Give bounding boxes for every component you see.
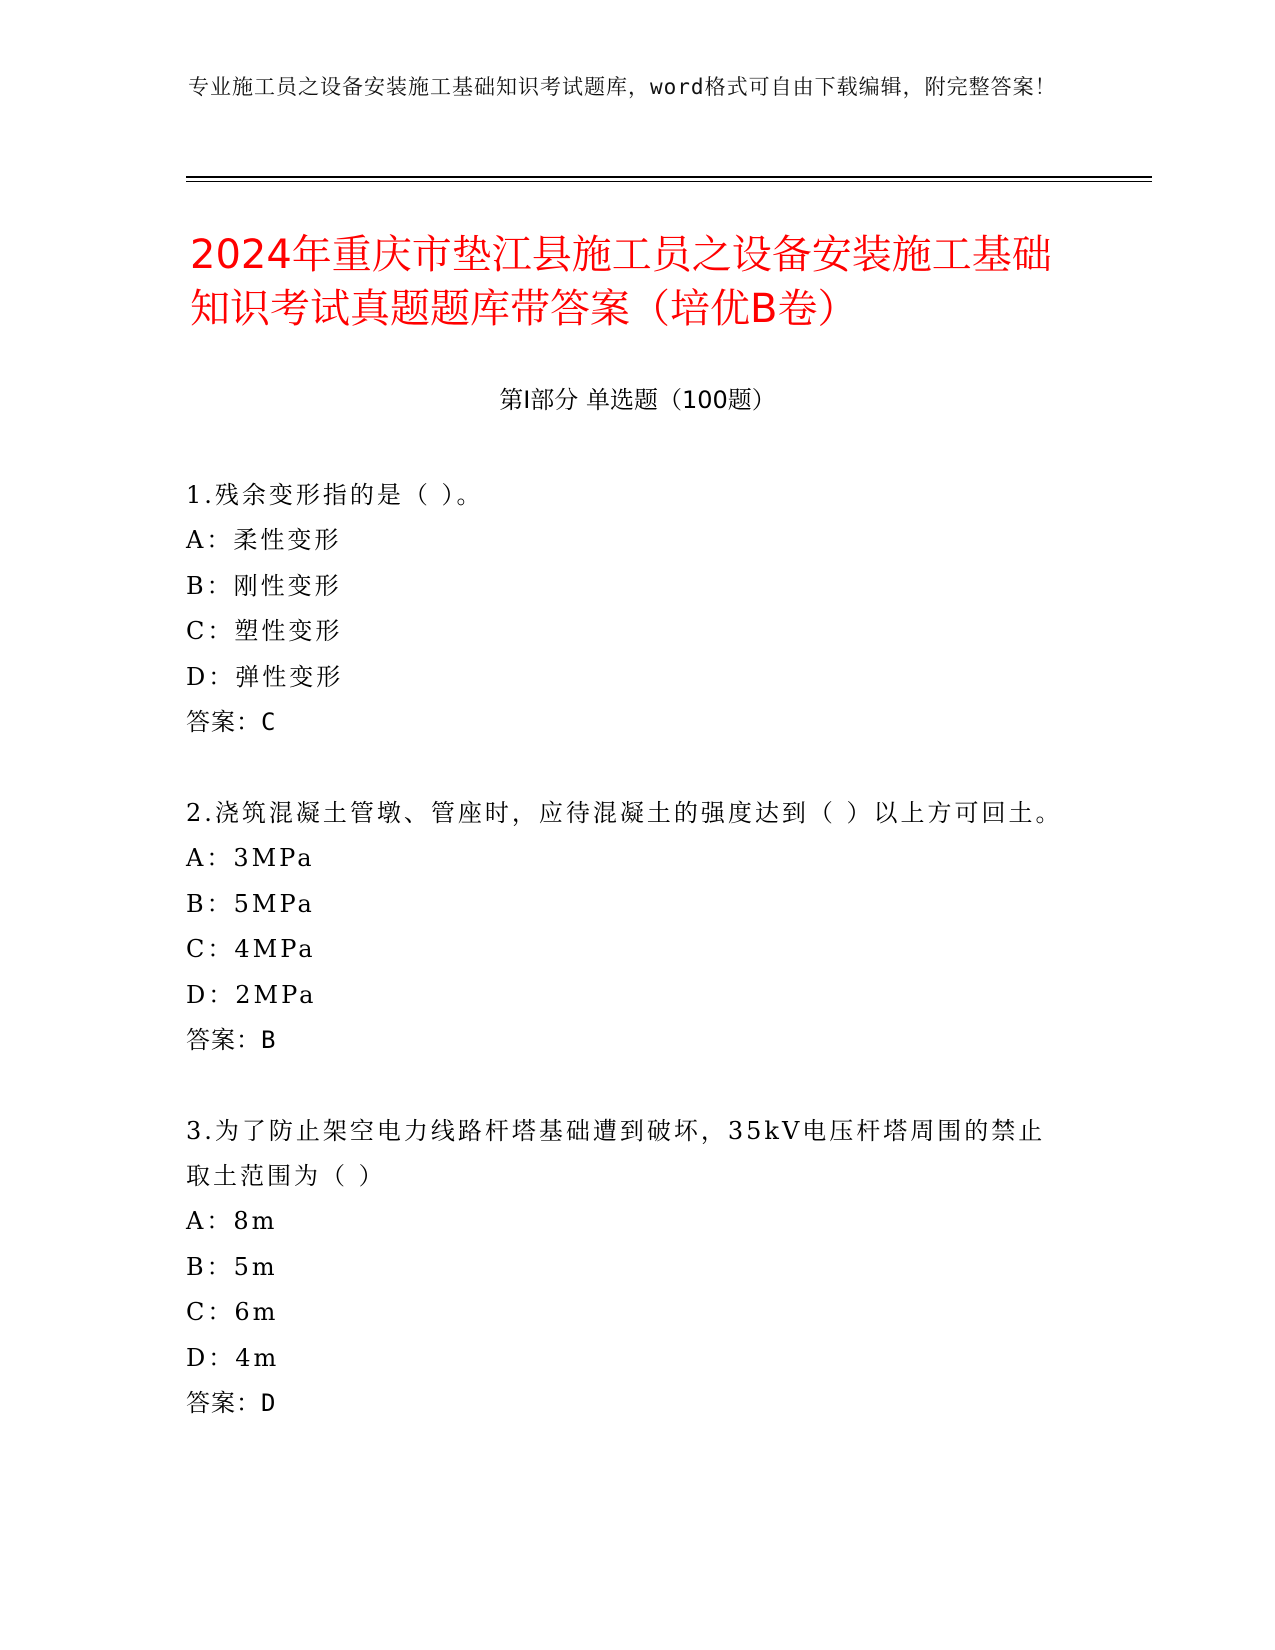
document-title: 2024年重庆市垫江县施工员之设备安装施工基础知识考试真题题库带答案（培优B卷） xyxy=(190,232,1052,332)
header-note: 专业施工员之设备安装施工基础知识考试题库，word格式可自由下载编辑，附完整答案！ xyxy=(188,75,1057,99)
option-d: D：2MPa xyxy=(186,980,317,1009)
answer-value: D xyxy=(261,1389,277,1417)
option-c: C：4MPa xyxy=(186,935,316,963)
option-a: A：3MPa xyxy=(186,844,315,872)
question-1 xyxy=(186,473,1066,745)
answer-line xyxy=(186,700,1066,745)
option-a: A：8m xyxy=(186,1207,278,1235)
question-3 xyxy=(186,1109,1066,1426)
option-d: D：4m xyxy=(186,1343,280,1372)
option-b: B：5MPa xyxy=(186,889,315,918)
answer-value: C xyxy=(261,708,277,736)
question-2 xyxy=(186,791,1066,1063)
answer-label: 答案： xyxy=(186,1389,261,1417)
section-heading: 第Ⅰ部分 单选题（100题） xyxy=(499,386,776,414)
header-divider-thin xyxy=(186,181,1152,182)
header-divider xyxy=(186,176,1152,178)
question-stem: 1.残余变形指的是（ ）。 xyxy=(186,481,484,509)
question-list xyxy=(186,473,1066,1472)
answer-line xyxy=(186,1018,1066,1063)
answer-value: B xyxy=(261,1026,277,1054)
question-stem: 2.浇筑混凝土管墩、管座时，应待混凝土的强度达到（ ）以上方可回土。 xyxy=(186,799,1063,827)
answer-line xyxy=(186,1381,1066,1426)
option-b: B：5m xyxy=(186,1252,278,1281)
question-stem: 3.为了防止架空电力线路杆塔基础遭到破坏，35kV电压杆塔周围的禁止取土范围为（ ） xyxy=(186,1117,1046,1190)
option-b: B：刚性变形 xyxy=(186,571,342,600)
option-c: C：塑性变形 xyxy=(186,617,343,645)
option-d: D：弹性变形 xyxy=(186,662,344,691)
answer-label: 答案： xyxy=(186,708,261,736)
option-c: C：6m xyxy=(186,1298,279,1326)
option-a: A：柔性变形 xyxy=(186,526,342,554)
answer-label: 答案： xyxy=(186,1026,261,1054)
